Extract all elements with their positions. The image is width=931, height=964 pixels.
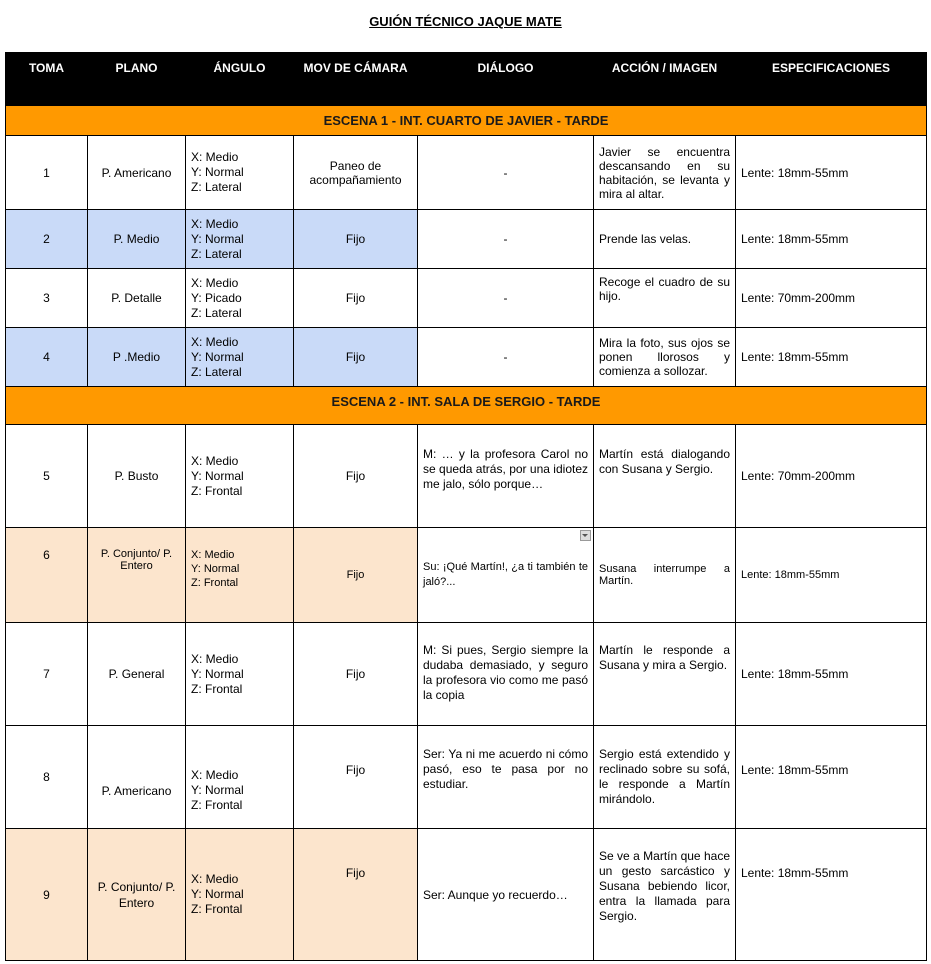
mov-camara-cell[interactable]: Fijo: [294, 623, 418, 726]
angulo-z: Z: Lateral: [191, 180, 242, 194]
angulo-y: Y: Normal: [191, 563, 240, 575]
table-row: [6, 425, 927, 528]
plano-cell[interactable]: P. Busto: [88, 425, 186, 528]
angulo-x: X: Medio: [191, 275, 239, 290]
angulo-x: X: Medio: [191, 216, 239, 231]
toma-cell[interactable]: 5: [6, 425, 88, 528]
accion-cell[interactable]: Susana interrumpe a Martín.: [594, 528, 736, 623]
dialogo-cell[interactable]: [418, 528, 594, 623]
dialogo-text: Su: ¡Qué Martín!, ¿a ti también te jaló?...: [423, 561, 588, 588]
angulo-z: Z: Frontal: [191, 902, 243, 916]
accion-cell[interactable]: Se ve a Martín que hace un gesto sarcástico y Susana bebiendo licor, entra la llamada para Sergio.: [594, 829, 736, 961]
toma-cell[interactable]: 8: [6, 726, 88, 829]
scene-title: ESCENA 2 - INT. SALA DE SERGIO - TARDE: [6, 387, 927, 425]
angulo-cell[interactable]: [186, 726, 294, 829]
angulo-cell[interactable]: [186, 269, 294, 328]
dropdown-arrow-icon[interactable]: [580, 530, 591, 541]
header-especificaciones: ESPECIFICACIONES: [736, 53, 927, 106]
mov-camara-cell[interactable]: Fijo: [294, 726, 418, 829]
accion-cell[interactable]: Prende las velas.: [594, 210, 736, 269]
especificaciones-cell[interactable]: Lente: 70mm-200mm: [736, 425, 927, 528]
angulo-y: Y: Normal: [191, 165, 244, 179]
accion-cell[interactable]: Martín está dialogando con Susana y Sergio.: [594, 425, 736, 528]
angulo-z: Z: Frontal: [191, 798, 243, 812]
dialogo-cell[interactable]: M: … y la profesora Carol no se queda atrás, por una idiotez me jalo, sólo porque…: [418, 425, 594, 528]
plano-cell[interactable]: P. General: [88, 623, 186, 726]
table-row: [6, 328, 927, 387]
toma-cell[interactable]: 3: [6, 269, 88, 328]
angulo-cell[interactable]: [186, 210, 294, 269]
angulo-y: Y: Picado: [191, 290, 242, 305]
mov-camara-cell[interactable]: Fijo: [294, 328, 418, 387]
document-title: GUIÓN TÉCNICO JAQUE MATE: [369, 14, 562, 29]
angulo-cell[interactable]: [186, 829, 294, 961]
plano-cell[interactable]: P. Medio: [88, 210, 186, 269]
technical-script-table: [5, 52, 927, 961]
especificaciones-cell[interactable]: Lente: 18mm-55mm: [736, 210, 927, 269]
scene-row: [6, 106, 927, 136]
scene-row: [6, 387, 927, 425]
angulo-cell[interactable]: [186, 328, 294, 387]
dialogo-cell[interactable]: Ser: Ya ni me acuerdo ni cómo pasó, eso te pasa por no estudiar.: [418, 726, 594, 829]
angulo-x: X: Medio: [191, 872, 239, 886]
table-row: [6, 210, 927, 269]
table-row: [6, 829, 927, 961]
angulo-z: Z: Frontal: [191, 577, 239, 589]
dialogo-cell[interactable]: M: Si pues, Sergio siempre la dudaba demasiado, y seguro la profesora vio como me pasó la copia: [418, 623, 594, 726]
mov-camara-cell[interactable]: Fijo: [294, 829, 418, 961]
dialogo-cell[interactable]: Ser: Aunque yo recuerdo…: [418, 829, 594, 961]
angulo-x: X: Medio: [191, 150, 239, 164]
dialogo-cell[interactable]: -: [418, 269, 594, 328]
header-mov-camara: MOV DE CÁMARA: [294, 53, 418, 106]
angulo-y: Y: Normal: [191, 349, 244, 364]
mov-camara-cell[interactable]: Fijo: [294, 210, 418, 269]
especificaciones-cell[interactable]: Lente: 18mm-55mm: [736, 328, 927, 387]
dialogo-cell[interactable]: -: [418, 328, 594, 387]
especificaciones-cell[interactable]: Lente: 70mm-200mm: [736, 269, 927, 328]
angulo-cell[interactable]: [186, 136, 294, 210]
plano-cell[interactable]: P. Detalle: [88, 269, 186, 328]
dialogo-cell[interactable]: -: [418, 210, 594, 269]
table-row: [6, 726, 927, 829]
toma-cell[interactable]: 9: [6, 829, 88, 961]
angulo-y: Y: Normal: [191, 468, 244, 483]
angulo-cell[interactable]: [186, 623, 294, 726]
angulo-z: Z: Lateral: [191, 246, 242, 261]
header-angulo: ÁNGULO: [186, 53, 294, 106]
angulo-z: Z: Frontal: [191, 681, 243, 696]
mov-camara-cell[interactable]: Fijo: [294, 269, 418, 328]
especificaciones-cell[interactable]: Lente: 18mm-55mm: [736, 528, 927, 623]
accion-cell[interactable]: Mira la foto, sus ojos se ponen llorosos y comienza a sollozar.: [594, 328, 736, 387]
scene-title: ESCENA 1 - INT. CUARTO DE JAVIER - TARDE: [6, 106, 927, 136]
header-plano: PLANO: [88, 53, 186, 106]
toma-cell[interactable]: 4: [6, 328, 88, 387]
angulo-x: X: Medio: [191, 768, 239, 782]
angulo-y: Y: Normal: [191, 231, 244, 246]
table-row: [6, 136, 927, 210]
plano-cell[interactable]: P .Medio: [88, 328, 186, 387]
especificaciones-cell[interactable]: Lente: 18mm-55mm: [736, 623, 927, 726]
angulo-z: Z: Frontal: [191, 483, 243, 498]
header-row: [6, 53, 927, 106]
accion-cell[interactable]: Sergio está extendido y reclinado sobre su sofá, le responde a Martín mirándolo.: [594, 726, 736, 829]
angulo-x: X: Medio: [191, 334, 239, 349]
mov-camara-cell[interactable]: Fijo: [294, 528, 418, 623]
toma-cell[interactable]: 7: [6, 623, 88, 726]
angulo-x: X: Medio: [191, 453, 239, 468]
angulo-cell[interactable]: [186, 528, 294, 623]
accion-cell[interactable]: Martín le responde a Susana y mira a Sergio.: [594, 623, 736, 726]
toma-cell[interactable]: 2: [6, 210, 88, 269]
accion-cell[interactable]: Recoge el cuadro de su hijo.: [594, 269, 736, 328]
mov-camara-cell[interactable]: Paneo de acompañamiento: [294, 136, 418, 210]
plano-cell[interactable]: P. Americano: [88, 136, 186, 210]
toma-cell[interactable]: 1: [6, 136, 88, 210]
plano-cell[interactable]: P. Conjunto/ P. Entero: [88, 829, 186, 961]
angulo-x: X: Medio: [191, 549, 235, 561]
table-row: [6, 528, 927, 623]
angulo-z: Z: Lateral: [191, 305, 242, 320]
header-toma: TOMA: [6, 53, 88, 106]
angulo-x: X: Medio: [191, 651, 239, 666]
angulo-y: Y: Normal: [191, 783, 244, 797]
plano-cell[interactable]: P. Conjunto/ P. Entero: [88, 528, 186, 623]
especificaciones-cell[interactable]: Lente: 18mm-55mm: [736, 829, 927, 961]
angulo-z: Z: Lateral: [191, 364, 242, 379]
especificaciones-cell[interactable]: Lente: 18mm-55mm: [736, 136, 927, 210]
especificaciones-cell[interactable]: Lente: 18mm-55mm: [736, 726, 927, 829]
header-accion: ACCIÓN / IMAGEN: [594, 53, 736, 106]
plano-cell[interactable]: P. Americano: [88, 726, 186, 829]
dialogo-cell[interactable]: -: [418, 136, 594, 210]
table-row: [6, 269, 927, 328]
accion-cell[interactable]: Javier se encuentra descansando en su habitación, se levanta y mira al altar.: [594, 136, 736, 210]
angulo-y: Y: Normal: [191, 887, 244, 901]
table-row: [6, 623, 927, 726]
header-dialogo: DIÁLOGO: [418, 53, 594, 106]
angulo-y: Y: Normal: [191, 666, 244, 681]
mov-camara-cell[interactable]: Fijo: [294, 425, 418, 528]
angulo-cell[interactable]: [186, 425, 294, 528]
toma-cell[interactable]: 6: [6, 528, 88, 623]
